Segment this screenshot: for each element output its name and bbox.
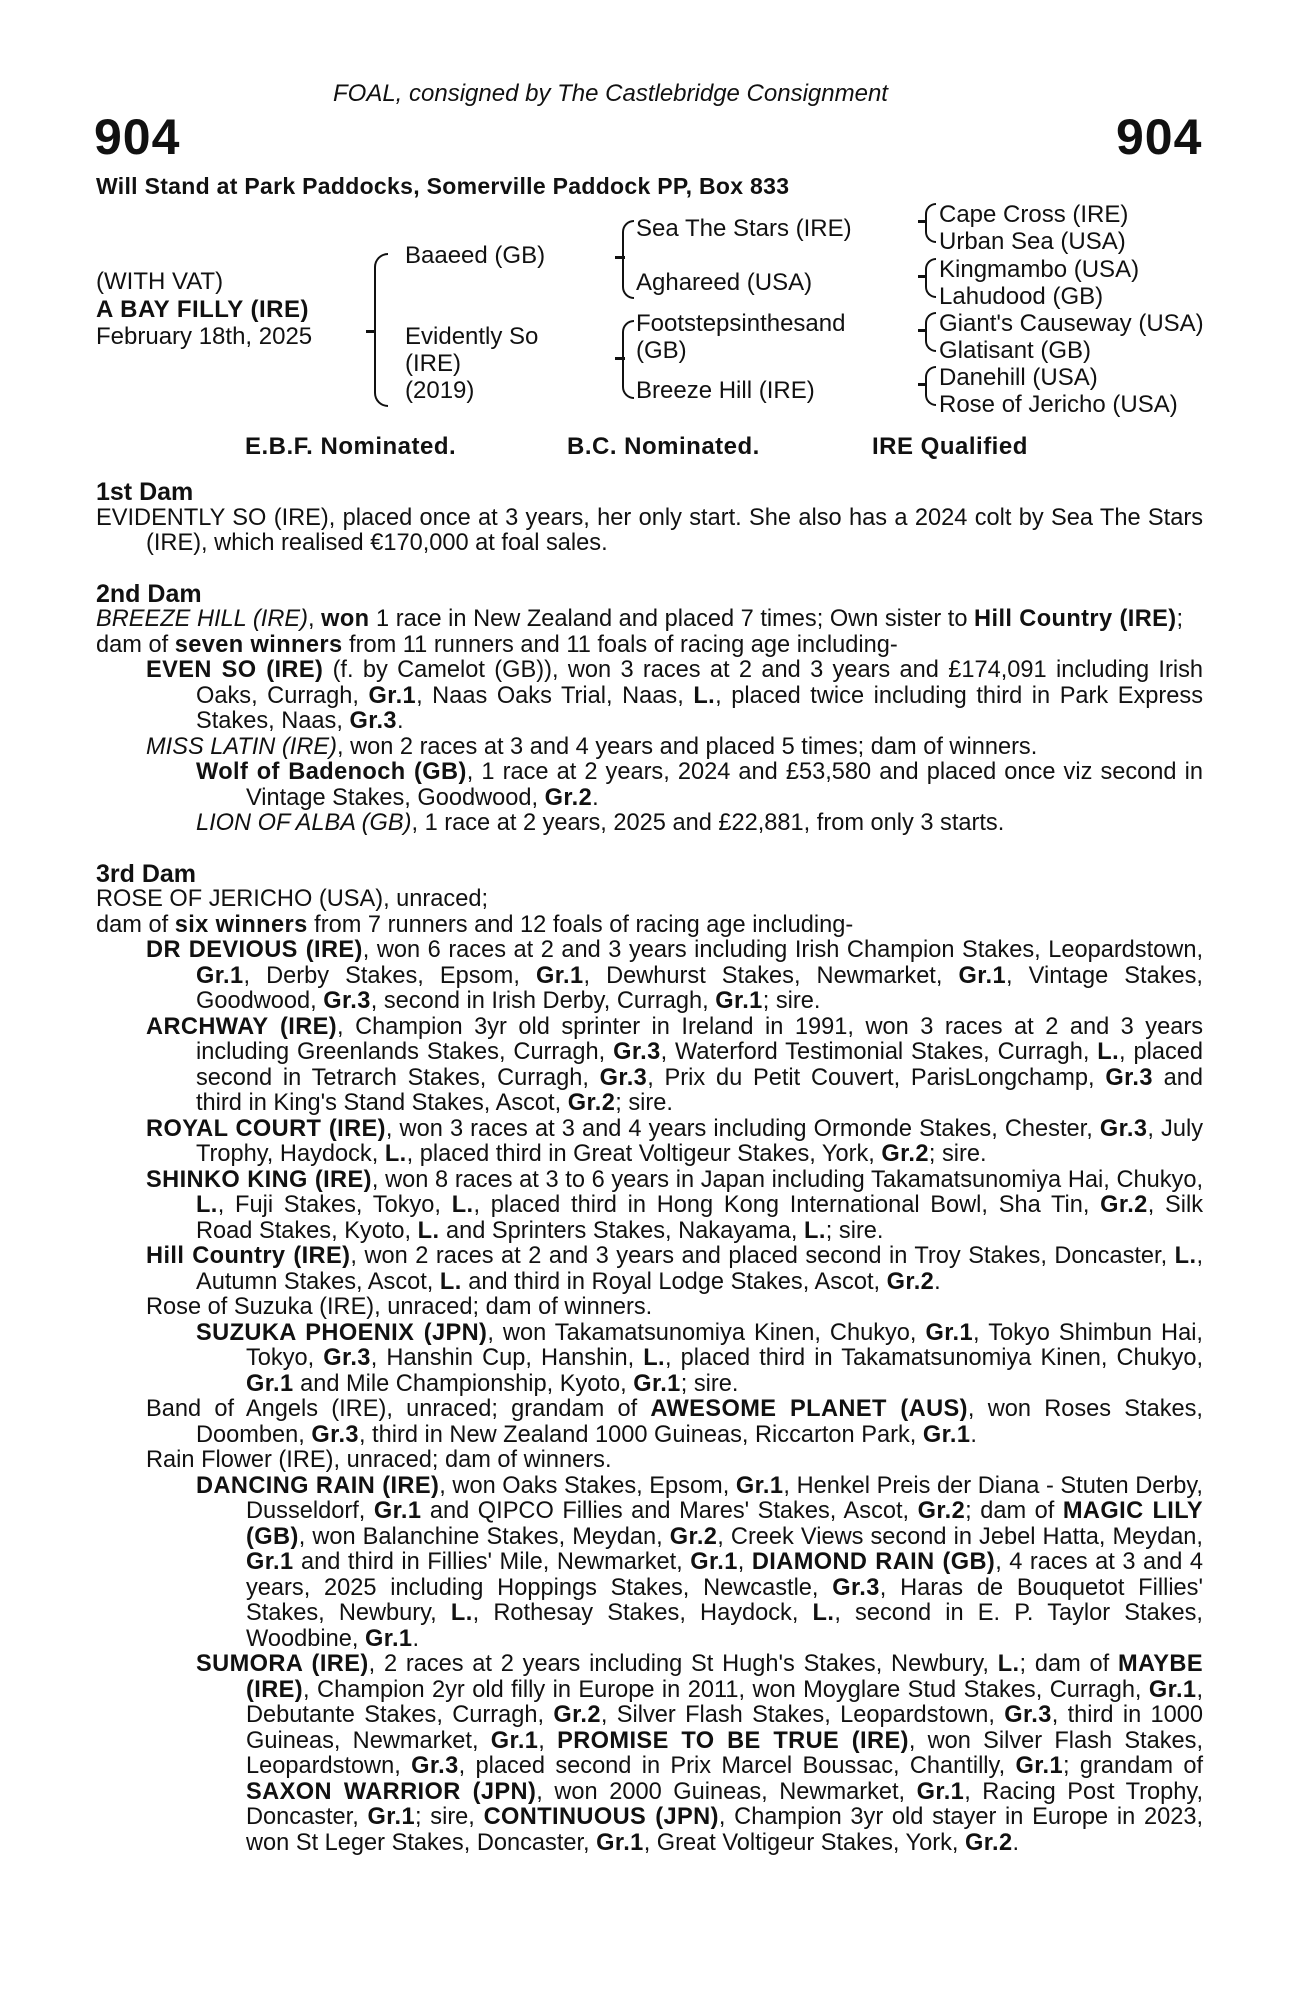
sire-name: Baaeed (GB)	[405, 242, 546, 269]
sire-sire-sire: Cape Cross (IRE)	[939, 201, 1129, 228]
pedigree-brace-3c	[925, 312, 936, 352]
lot-number-right: 904	[1116, 109, 1203, 165]
pedigree-brace-sire-tip	[615, 256, 625, 259]
third-dam-entry-10: DANCING RAIN (IRE), won Oaks Stakes, Epsom, Gr.1, Henkel Preis der Diana - Stuten Derby, Dusseldorf, Gr.1 and QIPCO Fillies and Mares' Stakes, Ascot, Gr.2; dam of MAGIC LILY (GB), won Balanchine Stakes, Meydan, Gr.2, Creek Views second in Jebel Hatta, Meydan, Gr.1 and third in Fillies' Mile, Newmarket, Gr.1, DIAMOND RAIN (GB), 4 races at 3 and 4 years, 2025 including Hoppings Stakes, Newcastle, Gr.3, Haras de Bouquetot Fillies' Stakes, Newbury, L., Rothesay Stakes, Haydock, L., second in E. P. Taylor Stakes, Woodbine, Gr.1.	[196, 1472, 1203, 1652]
pedigree-brace-3b	[925, 258, 936, 298]
third-dam-entry-1: DR DEVIOUS (IRE), won 6 races at 2 and 3 years including Irish Champion Stakes, Leopardstown, Gr.1, Derby Stakes, Epsom, Gr.1, Dewhurst Stakes, Newmarket, Gr.1, Vintage Stakes, Goodwood, Gr.3, second in Irish Derby, Curragh, Gr.1; sire.	[146, 937, 1203, 1014]
second-dam-entry-3: Wolf of Badenoch (GB), 1 race at 2 years, 2024 and £53,580 and placed once viz second in Vintage Stakes, Goodwood, Gr.2.	[196, 759, 1203, 811]
third-dam-entry-9: Rain Flower (IRE), unraced; dam of winners.	[146, 1447, 612, 1473]
pedigree-brace-main	[374, 253, 388, 407]
stabling-location: Will Stand at Park Paddocks, Somerville Paddock PP, Box 833	[96, 173, 790, 199]
dam-dam-dam: Rose of Jericho (USA)	[939, 391, 1178, 418]
dam-sire-dam: Glatisant (GB)	[939, 337, 1092, 364]
third-dam-entry-11: SUMORA (IRE), 2 races at 2 years including St Hugh's Stakes, Newbury, L.; dam of MAYBE (IRE), Champion 2yr old filly in Europe in 2011, won Moyglare Stud Stakes, Curragh, Gr.1, Debutante Stakes, Curragh, Gr.2, Silver Flash Stakes, Leopardstown, Gr.3, third in 1000 Guineas, Newmarket, Gr.1, PROMISE TO BE TRUE (IRE), won Silver Flash Stakes, Leopardstown, Gr.3, placed second in Prix Marcel Boussac, Chantilly, Gr.1; grandam of SAXON WARRIOR (JPN), won 2000 Guineas, Newmarket, Gr.1, Racing Post Trophy, Doncaster, Gr.1; sire, CONTINUOUS (JPN), Champion 3yr old stayer in Europe in 2023, won St Leger Stakes, Doncaster, Gr.1, Great Voltigeur Stakes, York, Gr.2.	[196, 1651, 1204, 1856]
pedigree-brace-dam	[622, 320, 634, 399]
second-dam-heading: 2nd Dam	[96, 579, 202, 608]
dam-dam: Breeze Hill (IRE)	[636, 377, 815, 404]
sire-dam-sire: Kingmambo (USA)	[939, 256, 1140, 283]
pedigree-brace-3d-tip	[918, 383, 926, 386]
third-dam-entry-3: ROYAL COURT (IRE), won 3 races at 3 and 4 years including Ormonde Stakes, Chester, Gr.3, July Trophy, Haydock, L., placed third in Great Voltigeur Stakes, York, Gr.2; sire.	[146, 1115, 1203, 1167]
third-dam-line1: ROSE OF JERICHO (USA), unraced;	[96, 886, 489, 912]
pedigree-brace-3a	[925, 203, 936, 243]
third-dam-entry-2: ARCHWAY (IRE), Champion 3yr old sprinter in Ireland in 1991, won 3 races at 2 and 3 years including Greenlands Stakes, Curragh, Gr.3, Waterford Testimonial Stakes, Curragh, L., placed second in Tetrarch Stakes, Curragh, Gr.3, Prix du Petit Couvert, ParisLongchamp, Gr.3 and third in King's Stand Stakes, Ascot, Gr.2; sire.	[146, 1013, 1204, 1116]
ire-qualified: IRE Qualified	[872, 433, 1028, 460]
pedigree-brace-3b-tip	[918, 275, 926, 278]
pedigree-brace-main-tip	[366, 330, 376, 333]
third-dam-heading: 3rd Dam	[96, 859, 197, 888]
second-dam-line2: dam of seven winners from 11 runners and 11 foals of racing age including-	[96, 631, 898, 658]
second-dam-line1: BREEZE HILL (IRE), won 1 race in New Zealand and placed 7 times; Own sister to Hill Country (IRE);	[96, 606, 1184, 632]
pedigree-brace-3c-tip	[918, 329, 926, 332]
second-dam-entry-1: EVEN SO (IRE) (f. by Camelot (GB)), won 3 races at 2 and 3 years and £174,091 including Irish Oaks, Curragh, Gr.1, Naas Oaks Trial, Naas, L., placed twice including third in Park Express Stakes, Naas, Gr.3.	[146, 657, 1204, 734]
sire-sire: Sea The Stars (IRE)	[636, 215, 852, 242]
pedigree-brace-3a-tip	[918, 220, 926, 223]
lot-number-left: 904	[94, 109, 181, 165]
first-dam-text: EVIDENTLY SO (IRE), placed once at 3 years, her only start. She also has a 2024 colt by Sea The Stars (IRE), which realised €170,000 at foal sales.	[96, 504, 1203, 556]
foaling-date: February 18th, 2025	[96, 323, 313, 350]
consignor-subtitle: FOAL, consigned by The Castlebridge Consignment	[333, 80, 888, 107]
second-dam-entry-2: MISS LATIN (IRE), won 2 races at 3 and 4 years and placed 5 times; dam of winners.	[146, 733, 1038, 760]
pedigree-brace-3d	[925, 366, 936, 406]
ebf-nominated: E.B.F. Nominated.	[245, 433, 457, 460]
third-dam-entry-5: Hill Country (IRE), won 2 races at 2 and 3 years and placed second in Troy Stakes, Doncaster, L., Autumn Stakes, Ascot, L. and third in Royal Lodge Stakes, Ascot, Gr.2.	[146, 1243, 1204, 1295]
second-dam-entry-4: LION OF ALBA (GB), 1 race at 2 years, 2025 and £22,881, from only 3 starts.	[196, 810, 1005, 836]
vat-label: (WITH VAT)	[96, 268, 224, 295]
third-dam-line2: dam of six winners from 7 runners and 12 foals of racing age including-	[96, 911, 854, 938]
third-dam-entry-6: Rose of Suzuka (IRE), unraced; dam of winners.	[146, 1294, 653, 1320]
third-dam-entry-8: Band of Angels (IRE), unraced; grandam of AWESOME PLANET (AUS), won Roses Stakes, Doomben, Gr.3, third in New Zealand 1000 Guineas, Riccarton Park, Gr.1.	[146, 1396, 1203, 1448]
third-dam-entry-4: SHINKO KING (IRE), won 8 races at 3 to 6 years in Japan including Takamatsunomiya Hai, Chukyo, L., Fuji Stakes, Tokyo, L., placed third in Hong Kong International Bowl, Sha Tin, Gr.2, Silk Road Stakes, Kyoto, L. and Sprinters Stakes, Nakayama, L.; sire.	[146, 1166, 1203, 1244]
bc-nominated: B.C. Nominated.	[567, 433, 760, 460]
dam-sire-line1: Footstepsinthesand	[636, 310, 846, 337]
catalogue-body	[96, 480, 1203, 1856]
sire-dam: Aghareed (USA)	[636, 269, 813, 296]
dam-sire-sire: Giant's Causeway (USA)	[939, 310, 1204, 337]
dam-name-line2: (IRE)	[405, 350, 461, 377]
lot-title: A BAY FILLY (IRE)	[96, 296, 309, 323]
dam-name-line3: (2019)	[405, 377, 475, 404]
sire-sire-dam: Urban Sea (USA)	[939, 228, 1126, 255]
sire-dam-dam: Lahudood (GB)	[939, 283, 1104, 310]
dam-sire-line2: (GB)	[636, 337, 687, 364]
dam-name-line1: Evidently So	[405, 323, 539, 350]
first-dam-heading: 1st Dam	[96, 478, 194, 506]
pedigree-brace-sire	[622, 220, 634, 299]
third-dam-entry-7: SUZUKA PHOENIX (JPN), won Takamatsunomiya Kinen, Chukyo, Gr.1, Tokyo Shimbun Hai, Tokyo, Gr.3, Hanshin Cup, Hanshin, L., placed third in Takamatsunomiya Kinen, Chukyo, Gr.1 and Mile Championship, Kyoto, Gr.1; sire.	[196, 1319, 1204, 1397]
dam-dam-sire: Danehill (USA)	[939, 364, 1098, 391]
pedigree-brace-dam-tip	[615, 357, 625, 360]
